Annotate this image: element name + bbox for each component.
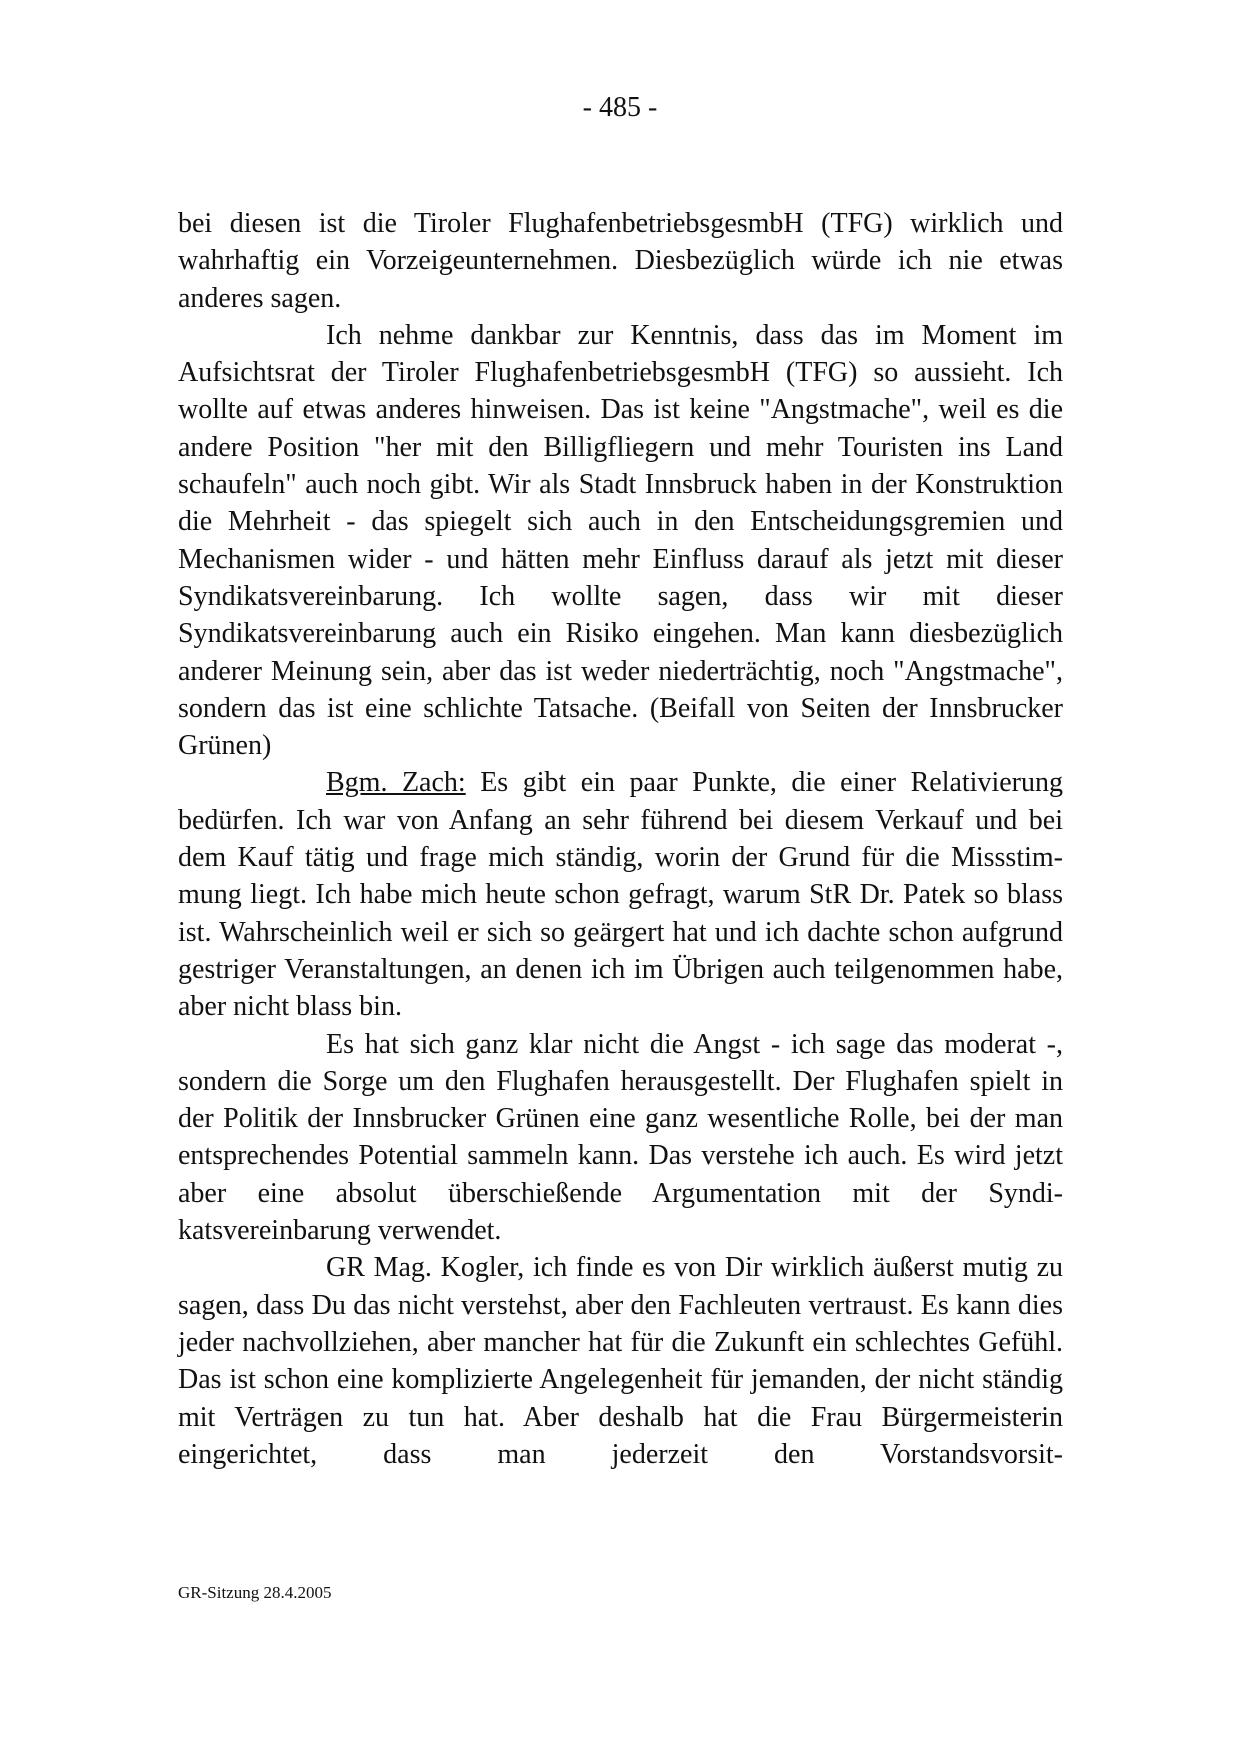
footer: GR-Sitzung 28.4.2005 xyxy=(178,1583,332,1602)
document-body xyxy=(178,205,1063,1473)
paragraph-text: GR Mag. Kogler, ich finde es von Dir wirklich äußerst mutig zu sagen, dass Du das nicht verstehst, aber den Fachleuten vertraust. Es kann dies jeder nachvollziehen, aber mancher hat für die Zukunft ein schlechtes Gefühl. Das ist schon eine komplizierte Angelegenheit für jemanden, der nicht ständig mit Verträgen zu tun hat. Aber deshalb hat die Frau Bürgermeisterin eingerichtet, dass man jederzeit den Vorstandsvorsit- xyxy=(178,1252,1063,1470)
paragraph-text: Es hat sich ganz klar nicht die Angst - ich sage das moderat -, sondern die Sorge um den Flughafen herausgestellt. Der Flughafen spielt in der Politik der Innsbrucker Grünen eine ganz wesentliche Rolle, bei der man entsprechendes Potential sammeln kann. Das verstehe ich auch. Es wird jetzt aber eine absolut überschießende Argumentation mit der Syndikatsvereinbarung verwendet. xyxy=(178,1028,1063,1247)
paragraph-5 xyxy=(178,1249,1063,1473)
paragraph-text: Ich nehme dankbar zur Kenntnis, dass das im Moment im Aufsichtsrat der Tiroler FlughafenbetriebsgesmbH (TFG) so aussieht. Ich wollte auf etwas anderes hinweisen. Das ist keine "Angstmache", weil es die andere Position "her mit den Billigfliegern und mehr Touristen ins Land schaufeln" auch noch gibt. Wir als Stadt Innsbruck haben in der Konstruktion die Mehrheit - das spiegelt sich auch in den Entscheidungsgremien und Mechanismen wider - und hätten mehr Einfluss darauf als jetzt mit dieser Syndikatsvereinbarung. Ich wollte sagen, dass wir mit dieser Syndikatsvereinbarung auch ein Risiko eingehen. Man kann diesbezüglich anderer Meinung sein, aber das ist weder niederträchtig, noch "Angstmache", sondern das ist eine schlichte Tatsache. (Beifall von Seiten der Innsbrucker Grünen) xyxy=(178,319,1063,762)
paragraph-4 xyxy=(178,1026,1063,1250)
paragraph-text: Es gibt ein paar Punkte, die einer Relativierung bedürfen. Ich war von Anfang an sehr führend bei diesem Verkauf und bei dem Kauf tätig und frage mich ständig, worin der Grund für die Missstimmung liegt. Ich habe mich heute schon gefragt, warum StR Dr. Patek so blass ist. Wahrscheinlich weil er sich so geärgert hat und ich dachte schon aufgrund gestriger Veranstaltungen, an denen ich im Übrigen auch teilgenommen habe, aber nicht blass bin. xyxy=(178,767,1063,1023)
paragraph-3 xyxy=(178,764,1063,1025)
paragraph-2 xyxy=(178,317,1063,765)
paragraph-1 xyxy=(178,205,1063,317)
paragraph-text: bei diesen ist die Tiroler FlughafenbetriebsgesmbH (TFG) wirklich und wahrhaftig ein Vorzeigeunternehmen. Diesbezüglich würde ich nie etwas anderes sagen. xyxy=(178,208,1063,314)
speaker-name: Bgm. Zach: xyxy=(326,767,466,799)
page-number: - 485 - xyxy=(582,92,658,123)
